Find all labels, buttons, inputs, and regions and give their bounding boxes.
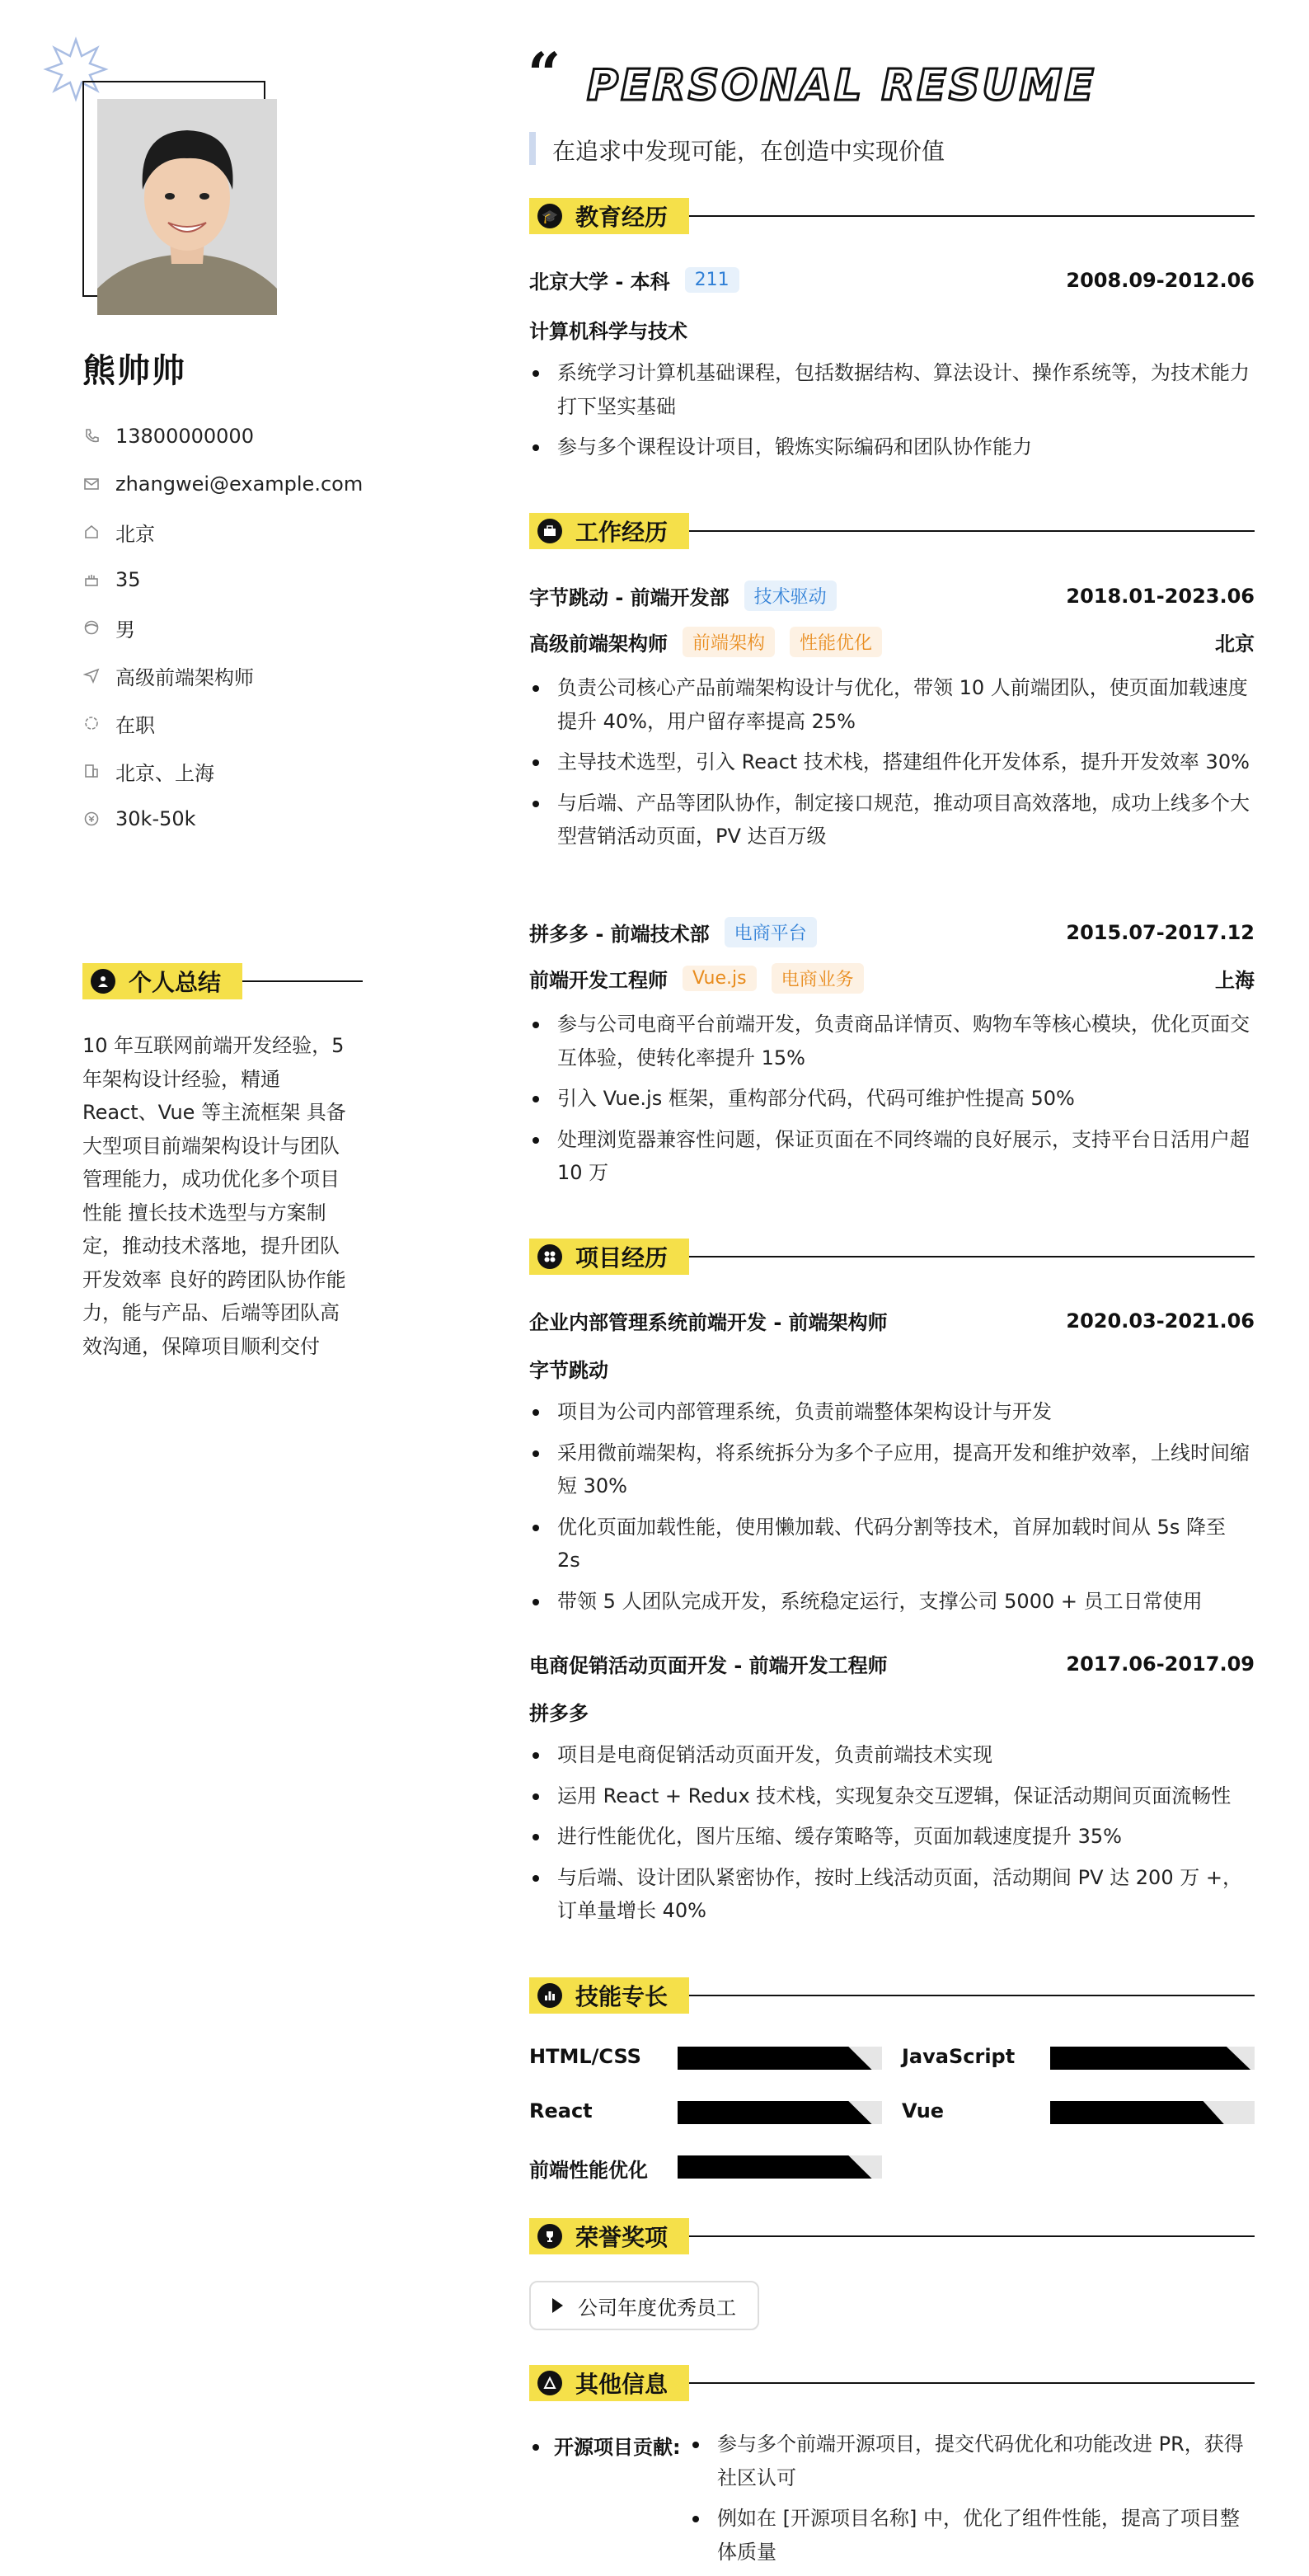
project-row <box>529 1649 1255 1678</box>
motto: 在追求中发现可能，在创造中实现价值 <box>552 138 945 165</box>
job-row <box>529 917 1255 947</box>
education-row <box>529 266 1255 294</box>
cake-icon <box>82 571 101 589</box>
job-date: 2015.07-2017.12 <box>1066 920 1255 944</box>
other-bullets <box>689 2428 1258 2576</box>
list-item: 项目为公司内部管理系统，负责前端整体架构设计与开发 <box>529 1395 1255 1429</box>
job-city: 北京 <box>1215 632 1255 656</box>
skill-bar-fill <box>678 2047 872 2070</box>
skill-label: JavaScript <box>902 2045 1016 2068</box>
project-org: 拼多多 <box>529 1702 589 1725</box>
list-item: 系统学习计算机基础课程，包括数据结构、算法设计、操作系统等，为技术能力打下坚实基础 <box>529 356 1255 423</box>
job-role-row <box>529 963 1255 994</box>
skill-bar-fill <box>678 2155 872 2179</box>
phone-icon <box>82 427 101 445</box>
skill-bar <box>1050 2101 1255 2124</box>
briefcase-icon <box>537 519 562 543</box>
school-name: 北京大学 - 本科 <box>529 270 670 294</box>
school-tag: 211 <box>685 267 739 293</box>
list-item: 参与公司电商平台前端开发，负责商品详情页、购物车等核心模块，优化页面交互体验，使转化率提升 15% <box>529 1008 1255 1074</box>
honors-section-header: 荣誉奖项 <box>529 2218 1255 2254</box>
graduation-cap-icon: 🎓 <box>537 204 562 228</box>
education-date: 2008.09-2012.06 <box>1066 268 1255 292</box>
job-row <box>529 581 1255 611</box>
info-city: 北京、上海 <box>82 754 214 787</box>
list-item: 项目是电商促销活动页面开发，负责前端技术实现 <box>529 1738 1255 1772</box>
skill-bar <box>1050 2047 1255 2070</box>
info-position: 高级前端架构师 <box>82 659 254 692</box>
list-item: 采用微前端架构，将系统拆分为多个子应用，提高开发和维护效率，上线时间缩短 30% <box>529 1436 1255 1503</box>
list-item: 负责公司核心产品前端架构设计与优化，带领 10 人前端团队，使页面加载速度提升 40%，用户留存率提高 25% <box>529 671 1255 738</box>
job-city: 上海 <box>1215 969 1255 992</box>
skill-bar-fill <box>678 2101 872 2124</box>
list-item: 与后端、产品等团队协作，制定接口规范，推动项目高效落地，成功上线多个大型营销活动页面，PV 达百万级 <box>529 787 1255 853</box>
skill-label: 前端性能优化 <box>529 2159 648 2182</box>
list-item: 主导技术选型，引入 React 技术栈，搭建组件化开发体系，提升开发效率 30% <box>529 745 1255 779</box>
job-skill-tag: Vue.js <box>683 966 757 991</box>
job-bullets <box>529 671 1255 861</box>
info-email: zhangwei@example.com <box>82 468 363 501</box>
gender-icon <box>82 618 101 637</box>
mail-icon <box>82 475 101 493</box>
education-bullets <box>529 356 1255 472</box>
list-item: 带领 5 人团队完成开发，系统稳定运行，支撑公司 5000 + 员工日常使用 <box>529 1585 1255 1619</box>
education-section-header: 🎓 教育经历 <box>529 198 1255 234</box>
skills-section-header: 技能专长 <box>529 1977 1255 2014</box>
job-bullets <box>529 1008 1255 1197</box>
list-item: 优化页面加载性能，使用懒加载、代码分割等技术，首屏加载时间从 5s 降至 2s <box>529 1511 1255 1577</box>
list-item: 运用 React + Redux 技术栈，实现复杂交互逻辑，保证活动期间页面流畅性 <box>529 1779 1255 1813</box>
play-icon <box>552 2298 563 2313</box>
job-skill-tag: 性能优化 <box>790 627 882 657</box>
skill-bar <box>678 2047 882 2070</box>
job-role: 前端开发工程师 <box>529 969 668 992</box>
info-salary: 30k-50k <box>82 802 196 835</box>
page-title: PERSONAL RESUME <box>587 61 1096 110</box>
job-role-row <box>529 627 1255 657</box>
job-date: 2018.01-2023.06 <box>1066 584 1255 608</box>
skill-label: React <box>529 2099 593 2122</box>
home-icon <box>82 523 101 541</box>
award-chip: 公司年度优秀员工 <box>529 2281 759 2330</box>
job-skill-tag: 前端架构 <box>683 627 775 657</box>
grid-icon <box>537 1244 562 1269</box>
list-item: 与后端、设计团队紧密协作，按时上线活动页面，活动期间 PV 达 200 万 +，订单量增长 40% <box>529 1861 1255 1928</box>
building-icon <box>82 762 101 780</box>
project-org: 字节跳动 <box>529 1359 608 1382</box>
list-item: 进行性能优化，图片压缩、缓存策略等，页面加载速度提升 35% <box>529 1820 1255 1854</box>
list-item: 参与多个课程设计项目，锻炼实际编码和团队协作能力 <box>529 430 1255 464</box>
list-item: 参与多个前端开源项目，提交代码优化和功能改进 PR，获得社区认可 <box>689 2428 1258 2494</box>
summary-title: 个人总结 <box>129 969 222 996</box>
list-item: 引入 Vue.js 框架，重构部分代码，代码可维护性提高 50% <box>529 1082 1255 1116</box>
project-name: 电商促销活动页面开发 - 前端开发工程师 <box>529 1654 888 1677</box>
project-bullets <box>529 1738 1255 1935</box>
send-icon <box>82 666 101 684</box>
skill-bar <box>678 2155 882 2179</box>
summary-text: 10 年互联网前端开发经验，5 年架构设计经验，精通 React、Vue 等主流框架 具备大型项目前端架构设计与团队管理能力，成功优化多个项目性能 擅长技术选型与方案制定，推动技术落地，提升团队开发效率 良好的跨团队协作能力，能与产品、后端等团队高效沟通，保障项目顺利交付 <box>82 1034 346 1358</box>
user-icon <box>91 969 115 994</box>
salary-icon <box>82 810 101 828</box>
job-company: 字节跳动 - 前端开发部 <box>529 586 730 609</box>
project-date: 2020.03-2021.06 <box>1066 1309 1255 1333</box>
list-item: 例如在 [开源项目名称] 中，优化了组件性能，提高了项目整体质量 <box>689 2502 1258 2569</box>
info-icon <box>537 2371 562 2395</box>
work-section-header: 工作经历 <box>529 513 1255 549</box>
education-major: 计算机科学与技术 <box>529 320 687 343</box>
info-gender: 男 <box>82 611 135 644</box>
project-name: 企业内部管理系统前端开发 - 前端架构师 <box>529 1311 888 1334</box>
title-quote-mark: “ <box>528 40 561 108</box>
summary-section-header <box>82 963 363 999</box>
job-role: 高级前端架构师 <box>529 632 668 656</box>
skill-label: Vue <box>902 2099 945 2122</box>
trophy-icon <box>537 2224 562 2249</box>
skill-bar-fill <box>1050 2047 1250 2070</box>
projects-section-header: 项目经历 <box>529 1239 1255 1275</box>
project-bullets <box>529 1395 1255 1625</box>
project-row <box>529 1306 1255 1335</box>
job-skill-tag: 电商业务 <box>772 963 864 994</box>
motto-bar <box>529 132 536 165</box>
other-label: 开源项目贡献: <box>554 2436 681 2459</box>
list-item: 处理浏览器兼容性问题，保证页面在不同终端的良好展示，支持平台日活用户超 10 万 <box>529 1123 1255 1190</box>
skill-bar-fill <box>1050 2101 1224 2124</box>
info-phone: 13800000000 <box>82 420 254 453</box>
bar-chart-icon <box>537 1983 562 2008</box>
skill-label: HTML/CSS <box>529 2045 641 2068</box>
job-tag: 技术驱动 <box>744 581 837 611</box>
other-section-header: 其他信息 <box>529 2365 1255 2401</box>
avatar <box>97 99 277 315</box>
info-age: 35 <box>82 563 141 596</box>
status-icon <box>82 714 101 732</box>
job-tag: 电商平台 <box>725 917 817 947</box>
skill-bar <box>678 2101 882 2124</box>
info-status: 在职 <box>82 707 155 740</box>
info-location: 北京 <box>82 515 155 548</box>
profile-name: 熊帅帅 <box>82 352 186 390</box>
job-company: 拼多多 - 前端技术部 <box>529 923 710 946</box>
project-date: 2017.06-2017.09 <box>1066 1652 1255 1676</box>
